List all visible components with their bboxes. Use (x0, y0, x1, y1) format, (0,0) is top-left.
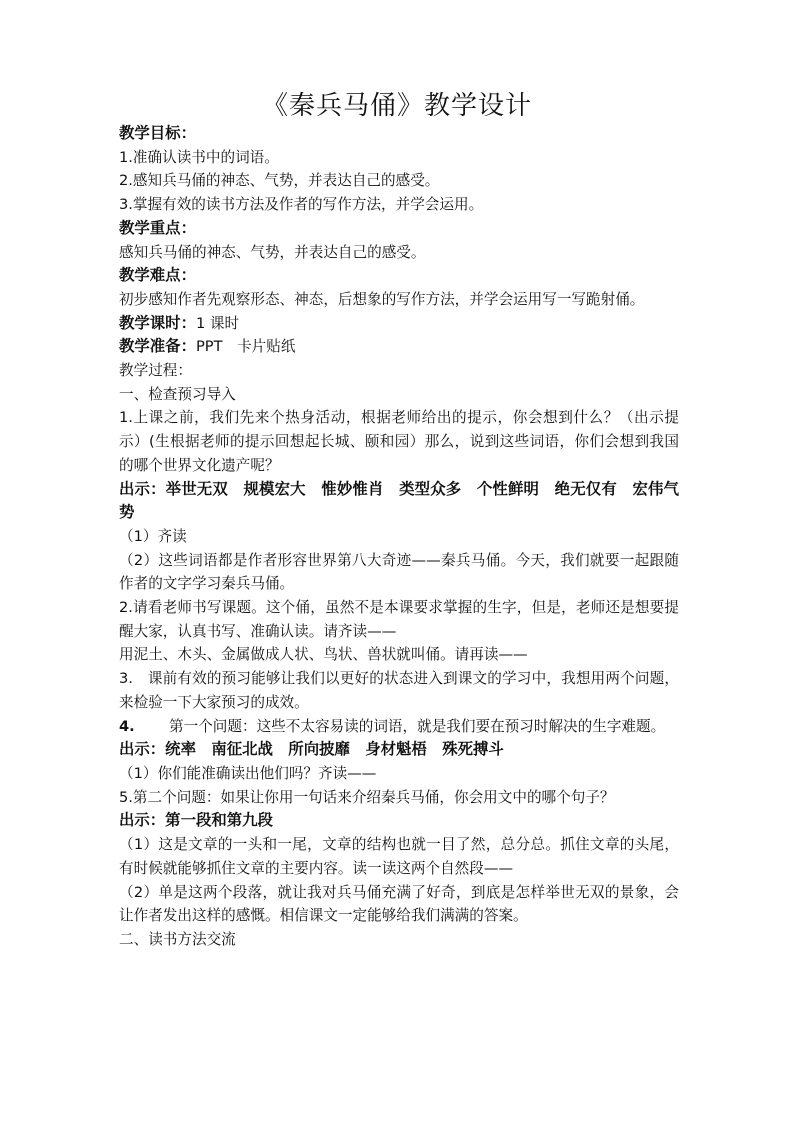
objective-1: 1.准确认读书中的词语。 (119, 148, 279, 166)
paragraph-4-text: 第一个问题：这些不太容易读的词语，就是我们要在预习时解决的生字难题。 (169, 717, 666, 735)
objectives-heading: 教学目标： (119, 124, 196, 142)
objective-2: 2.感知兵马俑的神态、气势，并表达自己的感受。 (119, 172, 440, 190)
paragraph-2: 2.请看老师书写课题。这个俑，虽然不是本课要求掌握的生字，但是，老师还是想要提醒大家，认真书写、准确认读。请齐读—— (119, 599, 679, 640)
paragraph-5b: （2）单是这两个段落，就让我对兵马俑充满了好奇，到底是怎样举世无双的景象，会让作者发出这样的感慨。相信课文一定能够给我们满满的答案。 (119, 883, 679, 925)
paragraph-1a: （1）齐读 (119, 527, 187, 545)
paragraph-1: 1.上课之前，我们先来个热身活动，根据老师给出的提示，你会想到什么？（出示提示）(生根据老师的提示回想起长城、颐和园）那么，说到这些词语，你们会想到我国的哪个世界文化遗产呢？ (119, 409, 679, 474)
section-1-heading: 一、检查预习导入 (119, 385, 236, 403)
preparation-line (119, 335, 679, 359)
document-body (119, 122, 679, 952)
show-words-2: 出示：统率 南征北战 所向披靡 身材魁梧 殊死搏斗 (119, 740, 504, 759)
paragraph-4 (119, 715, 679, 739)
preparation-heading: 教学准备： (119, 337, 196, 356)
preparation-value: PPT 卡片贴纸 (195, 338, 296, 356)
class-hours-value: 1 课时 (195, 314, 240, 332)
section-2-heading: 二、读书方法交流 (119, 930, 236, 948)
paragraph-3: 3. 课前有效的预习能够让我们以更好的状态进入到课文的学习中，我想用两个问题，来检验一下大家预习的成效。 (119, 670, 679, 711)
paragraph-4-number: 4. (119, 717, 135, 735)
show-words-3: 出示：第一段和第九段 (119, 811, 273, 830)
class-hours-line (119, 312, 679, 336)
key-points-text: 感知兵马俑的神态、气势，并表达自己的感受。 (119, 243, 426, 261)
difficult-points-text: 初步感知作者先观察形态、神态，后想象的写作方法，并学会运用写一写跪射俑。 (119, 290, 645, 308)
paragraph-5a: （1）这是文章的一头和一尾，文章的结构也就一目了然，总分总。抓住文章的头尾，有时候就能够抓住文章的主要内容。读一读这两个自然段—— (119, 836, 679, 877)
process-heading: 教学过程： (119, 362, 192, 380)
paragraph-1b: （2）这些词语都是作者形容世界第八大奇迹——秦兵马俑。今天，我们就要一起跟随作者的文字学习秦兵马俑。 (119, 551, 679, 593)
key-points-heading: 教学重点： (119, 218, 196, 237)
objective-3: 3.掌握有效的读书方法及作者的写作方法，并学会运用。 (119, 196, 484, 214)
document-title: 《秦兵马俑》教学设计 (261, 91, 532, 121)
difficult-points-heading: 教学难点： (119, 266, 196, 285)
show-words-1: 出示：举世无双 规模宏大 惟妙惟肖 类型众多 个性鲜明 绝无仅有 宏伟气势 (119, 479, 679, 522)
paragraph-2a: 用泥土、木头、金属做成人状、鸟状、兽状就叫俑。请再读—— (119, 646, 528, 664)
class-hours-heading: 教学课时： (119, 313, 196, 332)
paragraph-5: 5.第二个问题：如果让你用一句话来介绍秦兵马俑，你会用文中的哪个句子？ (119, 788, 615, 806)
paragraph-4a: （1）你们能准确读出他们吗？齐读—— (119, 764, 377, 782)
